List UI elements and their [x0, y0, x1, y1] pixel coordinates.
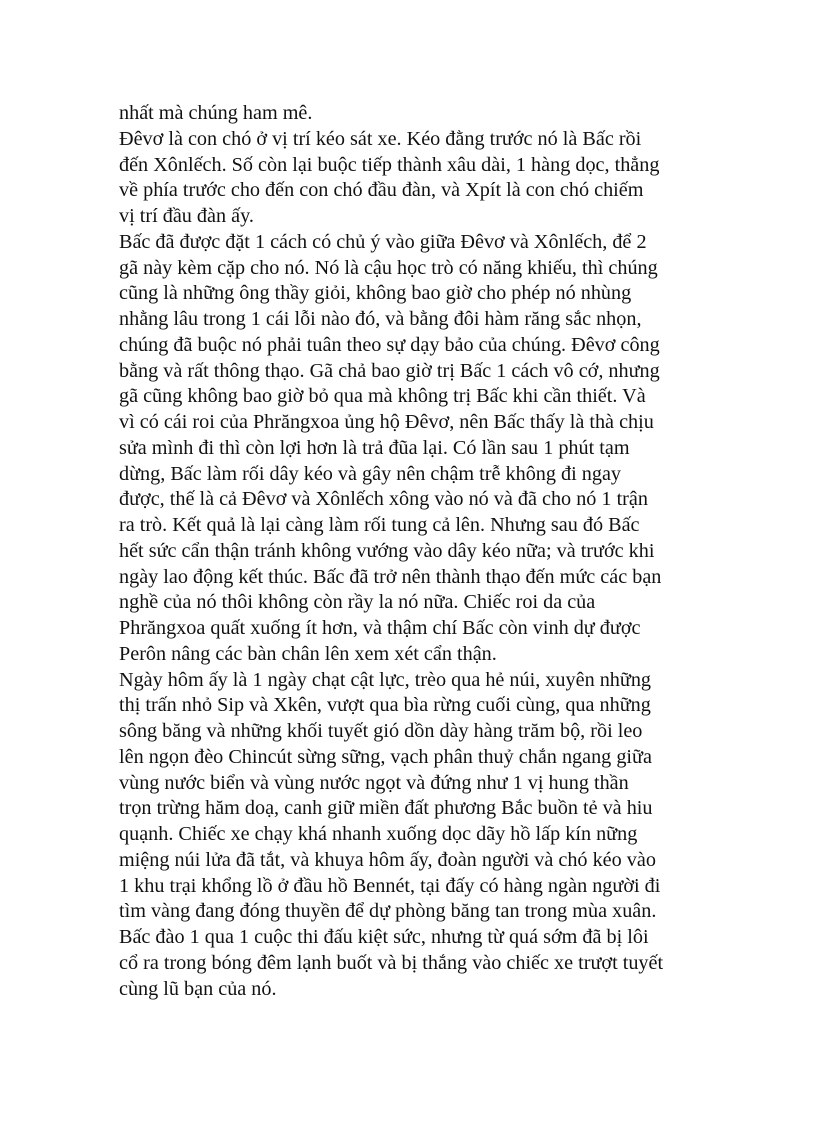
- text-line: hết sức cẩn thận tránh không vướng vào dây kéo nữa; và trước khi: [119, 539, 655, 562]
- text-line: vùng nước biển và vùng nước ngọt và đứng như 1 vị hung thần: [119, 771, 629, 794]
- text-line: nhằng lâu trong 1 cái lỗi nào đó, và bằng đôi hàm răng sắc nhọn,: [119, 308, 642, 330]
- text-line: cổ ra trong bóng đêm lạnh buốt và bị thắng vào chiếc xe trượt tuyết: [119, 951, 664, 974]
- text-line: bằng và rất thông thạo. Gã chả bao giờ trị Bấc 1 cách vô cớ, nhưng: [119, 359, 660, 382]
- text-line: lên ngọn đèo Chincút sừng sững, vạch phân thuỷ chắn ngang giữa: [119, 745, 652, 768]
- text-line: Phrăngxoa quất xuống ít hơn, và thậm chí Bấc còn vinh dự được: [119, 617, 641, 639]
- text-line: Perôn nâng các bàn chân lên xem xét cẩn thận.: [119, 642, 497, 665]
- text-line: trọn trừng hăm doạ, canh giữ miền đất phương Bắc buồn tẻ và hiu: [119, 797, 653, 820]
- text-line: chúng đã buộc nó phải tuân theo sự dạy bảo của chúng. Đêvơ công: [119, 333, 660, 356]
- text-line: đến Xônlếch. Số còn lại buộc tiếp thành xâu dài, 1 hàng dọc, thẳng: [119, 153, 660, 176]
- text-line: sông băng và những khối tuyết gió dồn dày hàng trăm bộ, rồi leo: [119, 720, 643, 742]
- text-line: cùng lũ bạn của nó.: [119, 977, 277, 1000]
- text-line: được, thế là cả Đêvơ và Xônlếch xông vào nó và đã cho nó 1 trận: [119, 488, 648, 511]
- text-line: gã cũng không bao giờ bỏ qua mà không trị Bấc khi cần thiết. Và: [119, 385, 646, 408]
- text-line: gã này kèm cặp cho nó. Nó là cậu học trò có năng khiếu, thì chúng: [119, 256, 658, 279]
- text-line: Bấc đào 1 qua 1 cuộc thi đấu kiệt sức, nhưng từ quá sớm đã bị lôi: [119, 926, 649, 948]
- text-line: cũng là những ông thầy giỏi, không bao giờ cho phép nó nhùng: [119, 282, 632, 305]
- text-line: ra trò. Kết quả là lại càng làm rối tung cả lên. Nhưng sau đó Bấc: [119, 514, 640, 536]
- text-line: nghề của nó thôi không còn rầy la nó nữa. Chiếc roi da của: [119, 591, 596, 614]
- text-line: sửa mình đi thì còn lợi hơn là trả đũa lại. Có lần sau 1 phút tạm: [119, 436, 630, 459]
- text-line: 1 khu trại khổng lồ ở đầu hồ Bennét, tại đấy có hàng ngàn người đi: [119, 874, 661, 897]
- text-line: nhất mà chúng ham mê.: [119, 102, 313, 124]
- text-line: dừng, Bấc làm rối dây kéo và gây nên chậm trễ không đi ngay: [119, 462, 622, 485]
- text-line: về phía trước cho đến con chó đầu đàn, và Xpít là con chó chiếm: [119, 179, 644, 202]
- body-text: [119, 101, 699, 1002]
- text-line: vị trí đầu đàn ấy.: [119, 205, 254, 227]
- text-line: Bấc đã được đặt 1 cách có chủ ý vào giữa Đêvơ và Xônlếch, để 2: [119, 230, 647, 253]
- text-line: Đêvơ là con chó ở vị trí kéo sát xe. Kéo đằng trước nó là Bấc rồi: [119, 127, 642, 150]
- text-line: miệng núi lửa đã tắt, và khuya hôm ấy, đoàn người và chó kéo vào: [119, 848, 656, 871]
- text-line: vì có cái roi của Phrăngxoa ủng hộ Đêvơ, nên Bấc thấy là thà chịu: [119, 411, 654, 433]
- text-line: ngày lao động kết thúc. Bấc đã trở nên thành thạo đến mức các bạn: [119, 565, 662, 588]
- text-line: tìm vàng đang đóng thuyền để dự phòng băng tan trong mùa xuân.: [119, 900, 657, 923]
- text-line: quạnh. Chiếc xe chạy khá nhanh xuống dọc dãy hồ lấp kín nững: [119, 823, 638, 845]
- text-line: Ngày hôm ấy là 1 ngày chạt cật lực, trèo qua hẻ núi, xuyên những: [119, 668, 652, 691]
- text-line: thị trấn nhỏ Sip và Xkên, vượt qua bìa rừng cuối cùng, qua những: [119, 694, 651, 717]
